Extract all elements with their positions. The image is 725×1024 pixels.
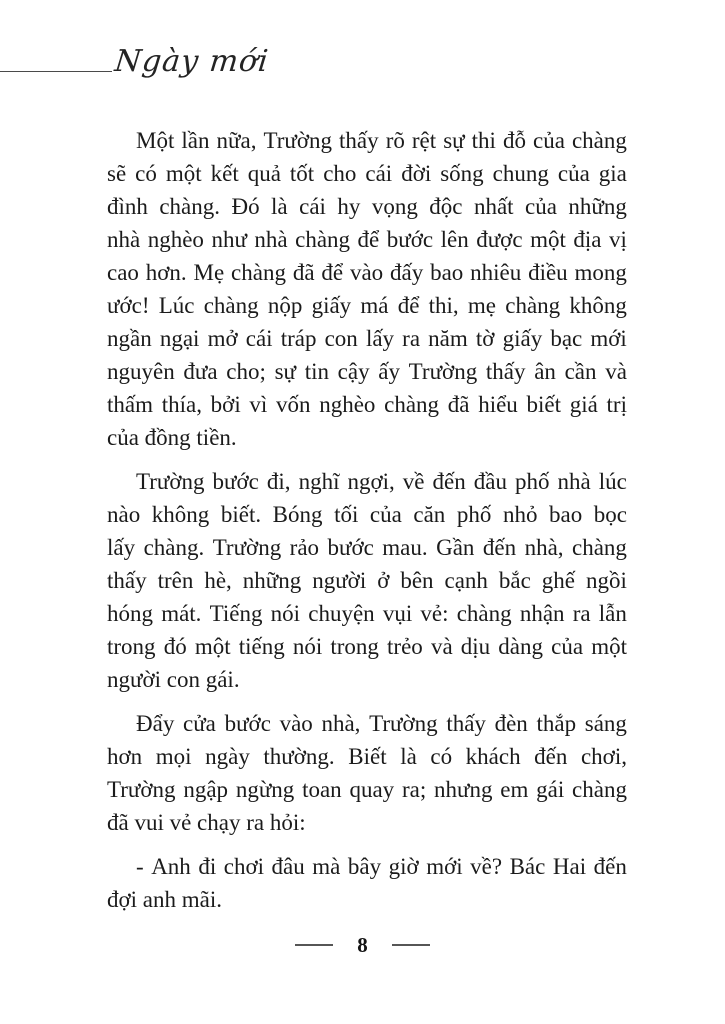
text-line: nào không biết. Bóng tối của căn phố nhỏ bao bọc <box>107 502 627 527</box>
text-line: Một lần nữa, Trường thấy rõ rệt sự thi đỗ của chàng <box>136 128 627 153</box>
text-line: đợi anh mãi. <box>107 887 222 912</box>
body-text-block <box>107 124 627 927</box>
paragraph <box>107 707 627 839</box>
text-line: nguyên đưa cho; sự tin cậy ấy Trường thấy ân cần và <box>107 359 627 384</box>
paragraph <box>107 124 627 454</box>
footer-dash-right <box>392 944 430 946</box>
text-line: hóng mát. Tiếng nói chuyện vụi vẻ: chàng nhận ra lẫn <box>107 601 627 626</box>
text-line: nhà nghèo như nhà chàng để bước lên được một địa vị <box>107 227 627 252</box>
header-rule <box>0 71 112 72</box>
text-line: của đồng tiền. <box>107 425 237 450</box>
text-line: Trường bước đi, nghĩ ngợi, về đến đầu phố nhà lúc <box>136 469 627 494</box>
text-line: đã vui vẻ chạy ra hỏi: <box>107 810 306 835</box>
text-line: người con gái. <box>107 667 240 692</box>
paragraph <box>107 850 627 916</box>
text-line: lấy chàng. Trường rảo bước mau. Gần đến nhà, chàng <box>107 535 627 560</box>
text-line: sẽ có một kết quả tốt cho cái đời sống chung của gia <box>107 161 627 186</box>
text-line: ước! Lúc chàng nộp giấy má để thi, mẹ chàng không <box>107 293 627 318</box>
paragraph <box>107 465 627 696</box>
text-line: - Anh đi chơi đâu mà bây giờ mới về? Bác Hai đến <box>136 854 627 879</box>
text-line: hơn mọi ngày thường. Biết là có khách đến chơi, <box>107 744 627 769</box>
page-number: 8 <box>357 932 368 957</box>
page-footer <box>0 928 725 962</box>
text-line: đình chàng. Đó là cái hy vọng độc nhất của những <box>107 194 627 219</box>
text-line: ngần ngại mở cái tráp con lấy ra năm tờ giấy bạc mới <box>107 326 627 351</box>
footer-dash-left <box>295 944 333 946</box>
text-line: thấm thía, bởi vì vốn nghèo chàng đã hiểu biết giá trị <box>107 392 627 417</box>
running-header-title: Ngày mới <box>113 44 271 79</box>
text-line: cao hơn. Mẹ chàng đã để vào đấy bao nhiêu điều mong <box>107 260 627 285</box>
text-line: Đẩy cửa bước vào nhà, Trường thấy đèn thắp sáng <box>136 711 627 736</box>
text-line: trong đó một tiếng nói trong trẻo và dịu dàng của một <box>107 634 627 659</box>
text-line: thấy trên hè, những người ở bên cạnh bắc ghế ngồi <box>107 568 627 593</box>
text-line: Trường ngập ngừng toan quay ra; nhưng em gái chàng <box>107 777 627 802</box>
